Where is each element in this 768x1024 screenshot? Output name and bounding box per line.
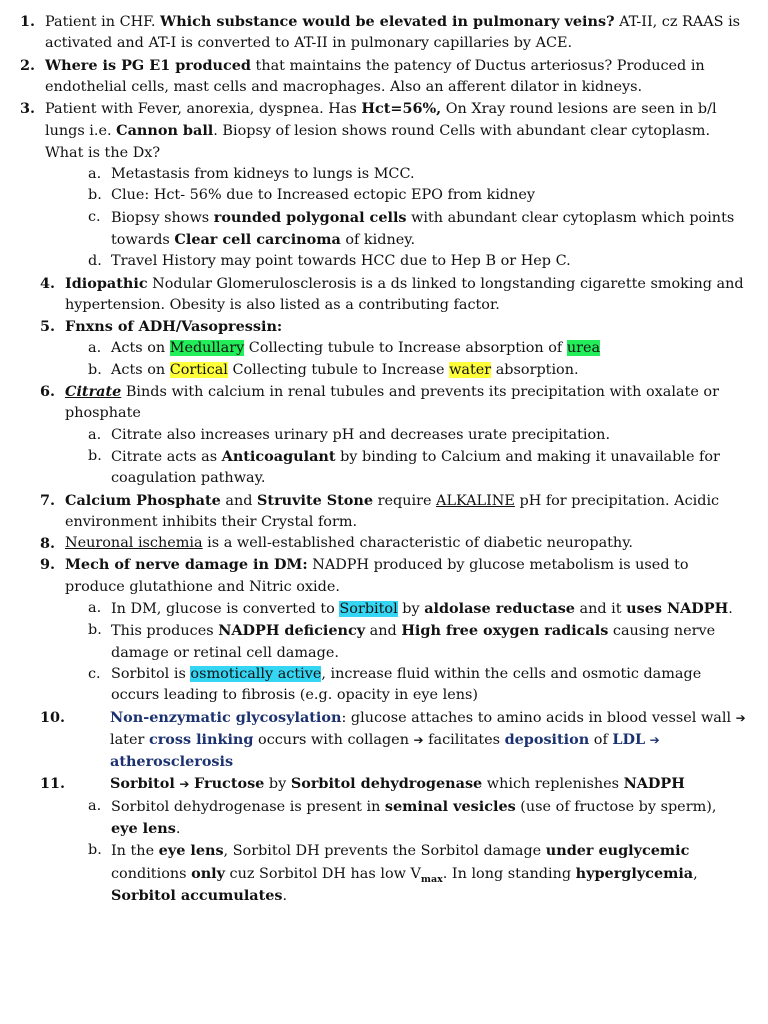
- text: Collecting tubule to Increase: [227, 361, 450, 378]
- bold-text: Clear cell carcinoma: [174, 230, 341, 248]
- bold-text: High free oxygen radicals: [401, 622, 609, 640]
- navy-bold-text: LDL: [612, 730, 646, 748]
- bold-italic-text: Citrate: [65, 383, 122, 401]
- text: , increase fluid within the cells and osmotic damage occurs leading to fibrosis (e.g. opacity in eye lens): [111, 665, 702, 704]
- bold-text: Fructose: [194, 775, 265, 793]
- list-item-5: [0, 316, 768, 338]
- bold-text: Sorbitol accumulates: [111, 886, 283, 904]
- text: with abundant clear cytoplasm which points towards: [111, 209, 735, 248]
- bold-text: eye lens: [111, 819, 176, 837]
- item-number: 6.: [40, 383, 56, 401]
- text: and it: [574, 601, 627, 618]
- bold-text: Fnxns of ADH/Vasopressin:: [65, 318, 283, 336]
- text: .: [282, 887, 288, 904]
- text: absorption.: [491, 361, 579, 378]
- item-number: 3.: [20, 100, 36, 118]
- list-item-2: [0, 55, 768, 99]
- bold-text: Hct=56%,: [361, 100, 442, 118]
- list-item-8: [0, 533, 768, 554]
- highlight-green: urea: [566, 340, 601, 357]
- arrow-icon: ➔: [735, 710, 746, 725]
- sub-item-5b: [0, 360, 768, 381]
- arrow-icon: ➔: [649, 732, 660, 747]
- list-item-9: [0, 554, 768, 598]
- text: Sorbitol is: [111, 665, 191, 682]
- underlined-text: Neuronal ischemia: [65, 535, 203, 552]
- bold-text: Sorbitol dehydrogenase: [290, 775, 483, 793]
- text: In DM, glucose is converted to: [111, 601, 340, 618]
- sub-letter: b.: [88, 622, 102, 639]
- navy-bold-text: Non-enzymatic glycosylation: [110, 708, 342, 726]
- navy-bold-text: atherosclerosis: [110, 753, 234, 771]
- text: .: [728, 601, 733, 618]
- text: by: [264, 776, 291, 793]
- text: later: [110, 731, 149, 748]
- navy-bold-text: deposition: [504, 730, 590, 748]
- sub-letter: a.: [88, 600, 102, 617]
- text: NADPH produced by glucose metabolism is used to produce glutathione and Nitric oxide.: [65, 557, 689, 595]
- text: Acts on: [111, 361, 170, 378]
- sub-letter: a.: [88, 166, 102, 183]
- text: Citrate also increases urinary pH and decreases urate precipitation.: [111, 426, 611, 443]
- sub-item-5a: [0, 338, 768, 359]
- bold-text: Anticoagulant: [221, 447, 336, 465]
- text: require: [373, 492, 437, 509]
- text: conditions: [111, 865, 192, 882]
- item-number: 8.: [40, 535, 56, 553]
- item-number: 11.: [40, 775, 66, 793]
- text: cuz Sorbitol DH has low V: [224, 865, 421, 882]
- text: AT-II, cz RAAS is activated and AT-I is converted to AT-II in pulmonary capillaries by ACE.: [45, 14, 741, 52]
- sub-item-3c: [0, 207, 768, 252]
- bold-text: Cannon ball: [116, 122, 214, 140]
- highlight-green: Medullary: [169, 340, 245, 357]
- text: Metastasis from kidneys to lungs is MCC.: [111, 166, 415, 183]
- text: Nodular Glomerulosclerosis is a ds linked to longstanding cigarette smoking and hypertension. Obesity is also listed as a contributing factor.: [65, 275, 744, 313]
- list-item-10: [0, 707, 768, 774]
- sub-letter: d.: [88, 253, 102, 270]
- sub-letter: b.: [88, 447, 102, 464]
- sub-item-9a: [0, 598, 768, 620]
- bold-text: Calcium Phosphate: [65, 491, 221, 509]
- text: of kidney.: [340, 231, 416, 248]
- text: On Xray round lesions are seen in b/l lungs i.e.: [45, 101, 717, 140]
- text: .: [175, 820, 181, 837]
- text: causing nerve damage or retinal cell damage.: [111, 623, 716, 661]
- text: ,: [693, 865, 698, 882]
- item-number: 1.: [20, 13, 36, 30]
- sub-item-6a: [0, 425, 768, 446]
- item-number: 9.: [40, 556, 56, 574]
- bold-text: NADPH: [623, 775, 685, 793]
- text: . In long standing: [442, 865, 576, 882]
- text: that maintains the patency of Ductus arteriosus? Produced in endothelial cells, mast cells and macrophages. Also an afferent dilator in kidneys.: [45, 57, 705, 95]
- text: In the: [111, 843, 159, 860]
- text: of: [589, 731, 613, 748]
- bold-text: aldolase reductase: [424, 600, 575, 618]
- arrow-icon: ➔: [413, 732, 424, 747]
- list-item-7: [0, 490, 768, 534]
- bold-text: NADPH deficiency: [218, 622, 366, 640]
- bold-text: under euglycemic: [545, 842, 690, 860]
- bold-text: rounded polygonal cells: [213, 208, 407, 226]
- highlight-cyan: Sorbitol: [339, 601, 398, 618]
- text: , Sorbitol DH prevents the Sorbitol damage: [223, 843, 546, 860]
- sub-item-9b: [0, 620, 768, 664]
- text: and: [220, 492, 258, 509]
- highlight-yellow: water: [449, 361, 492, 378]
- text: Binds with calcium in renal tubules and prevents its precipitation with oxalate or phosphate: [65, 384, 719, 422]
- sub-letter: c.: [88, 665, 101, 682]
- text: facilitates: [423, 731, 505, 748]
- bold-text: seminal vesicles: [384, 797, 516, 815]
- navy-bold-text: cross linking: [148, 730, 254, 748]
- bold-text: only: [191, 864, 225, 882]
- sub-item-11a: [0, 796, 768, 841]
- text: Sorbitol dehydrogenase is present in: [111, 798, 385, 815]
- sub-item-3d: [0, 251, 768, 272]
- text: is a well-established characteristic of diabetic neuropathy.: [202, 535, 633, 552]
- text: This produces: [111, 623, 219, 640]
- list-item-4: [0, 273, 768, 317]
- text: occurs with collagen: [253, 731, 414, 748]
- sub-letter: b.: [88, 842, 102, 859]
- item-number: 10.: [40, 708, 66, 726]
- highlight-cyan: osmotically active: [190, 665, 322, 682]
- sub-letter: a.: [88, 426, 102, 443]
- bold-text: Where is PG E1 produced: [45, 56, 251, 74]
- bold-text: hyperglycemia: [575, 864, 694, 882]
- text: Acts on: [111, 340, 170, 357]
- text: . Biopsy of lesion shows round Cells with abundant clear cytoplasm. What is the Dx?: [45, 123, 711, 161]
- text: : glucose attaches to amino acids in blood vessel wall: [341, 709, 736, 726]
- item-number: 2.: [20, 56, 36, 74]
- sub-letter: c.: [88, 208, 101, 225]
- bold-text: eye lens: [158, 842, 224, 860]
- text: Biopsy shows: [111, 209, 214, 226]
- list-item-3: [0, 98, 768, 164]
- sub-letter: a.: [88, 340, 102, 357]
- text: Patient with Fever, anorexia, dyspnea. Has: [45, 101, 362, 118]
- list-item-6: [0, 381, 768, 425]
- text: Travel History may point towards HCC due to Hep B or Hep C.: [111, 253, 571, 270]
- list-item-1: [0, 11, 768, 55]
- bold-text: Struvite Stone: [257, 491, 374, 509]
- bold-text: Sorbitol: [110, 775, 175, 793]
- text: Citrate acts as: [111, 448, 222, 465]
- underlined-text: ALKALINE: [436, 492, 515, 509]
- sub-item-3a: [0, 164, 768, 185]
- sub-letter: b.: [88, 361, 102, 378]
- text: Clue: Hct- 56% due to Increased ectopic EPO from kidney: [111, 187, 536, 204]
- list-item-11: [0, 773, 768, 795]
- text: Collecting tubule to Increase absorption of: [244, 340, 567, 357]
- text: Patient in CHF.: [45, 14, 161, 30]
- bold-text: Which substance would be elevated in pulmonary veins?: [160, 13, 615, 30]
- sub-item-6b: [0, 446, 768, 490]
- subscript-text: max: [420, 873, 443, 885]
- text: (use of fructose by sperm),: [515, 798, 717, 815]
- text: and: [365, 623, 402, 640]
- bold-text: uses NADPH: [626, 600, 729, 618]
- sub-letter: a.: [88, 797, 102, 814]
- sub-item-3b: [0, 185, 768, 206]
- text: pH for precipitation. Acidic environment inhibits their Crystal form.: [65, 492, 720, 530]
- item-number: 5.: [40, 318, 56, 336]
- sub-item-9c: [0, 664, 768, 707]
- sub-letter: b.: [88, 187, 102, 204]
- text: by binding to Calcium and making it unavailable for coagulation pathway.: [111, 448, 720, 487]
- arrow-icon: ➔: [179, 777, 190, 792]
- text: which replenishes: [482, 776, 624, 793]
- bold-text: Mech of nerve damage in DM:: [65, 556, 308, 574]
- item-number: 7.: [40, 491, 56, 509]
- text: by: [397, 601, 425, 618]
- highlight-yellow: Cortical: [169, 361, 228, 378]
- bold-text: Idiopathic: [65, 274, 148, 292]
- item-number: 4.: [40, 274, 56, 292]
- sub-item-11b: [0, 840, 768, 907]
